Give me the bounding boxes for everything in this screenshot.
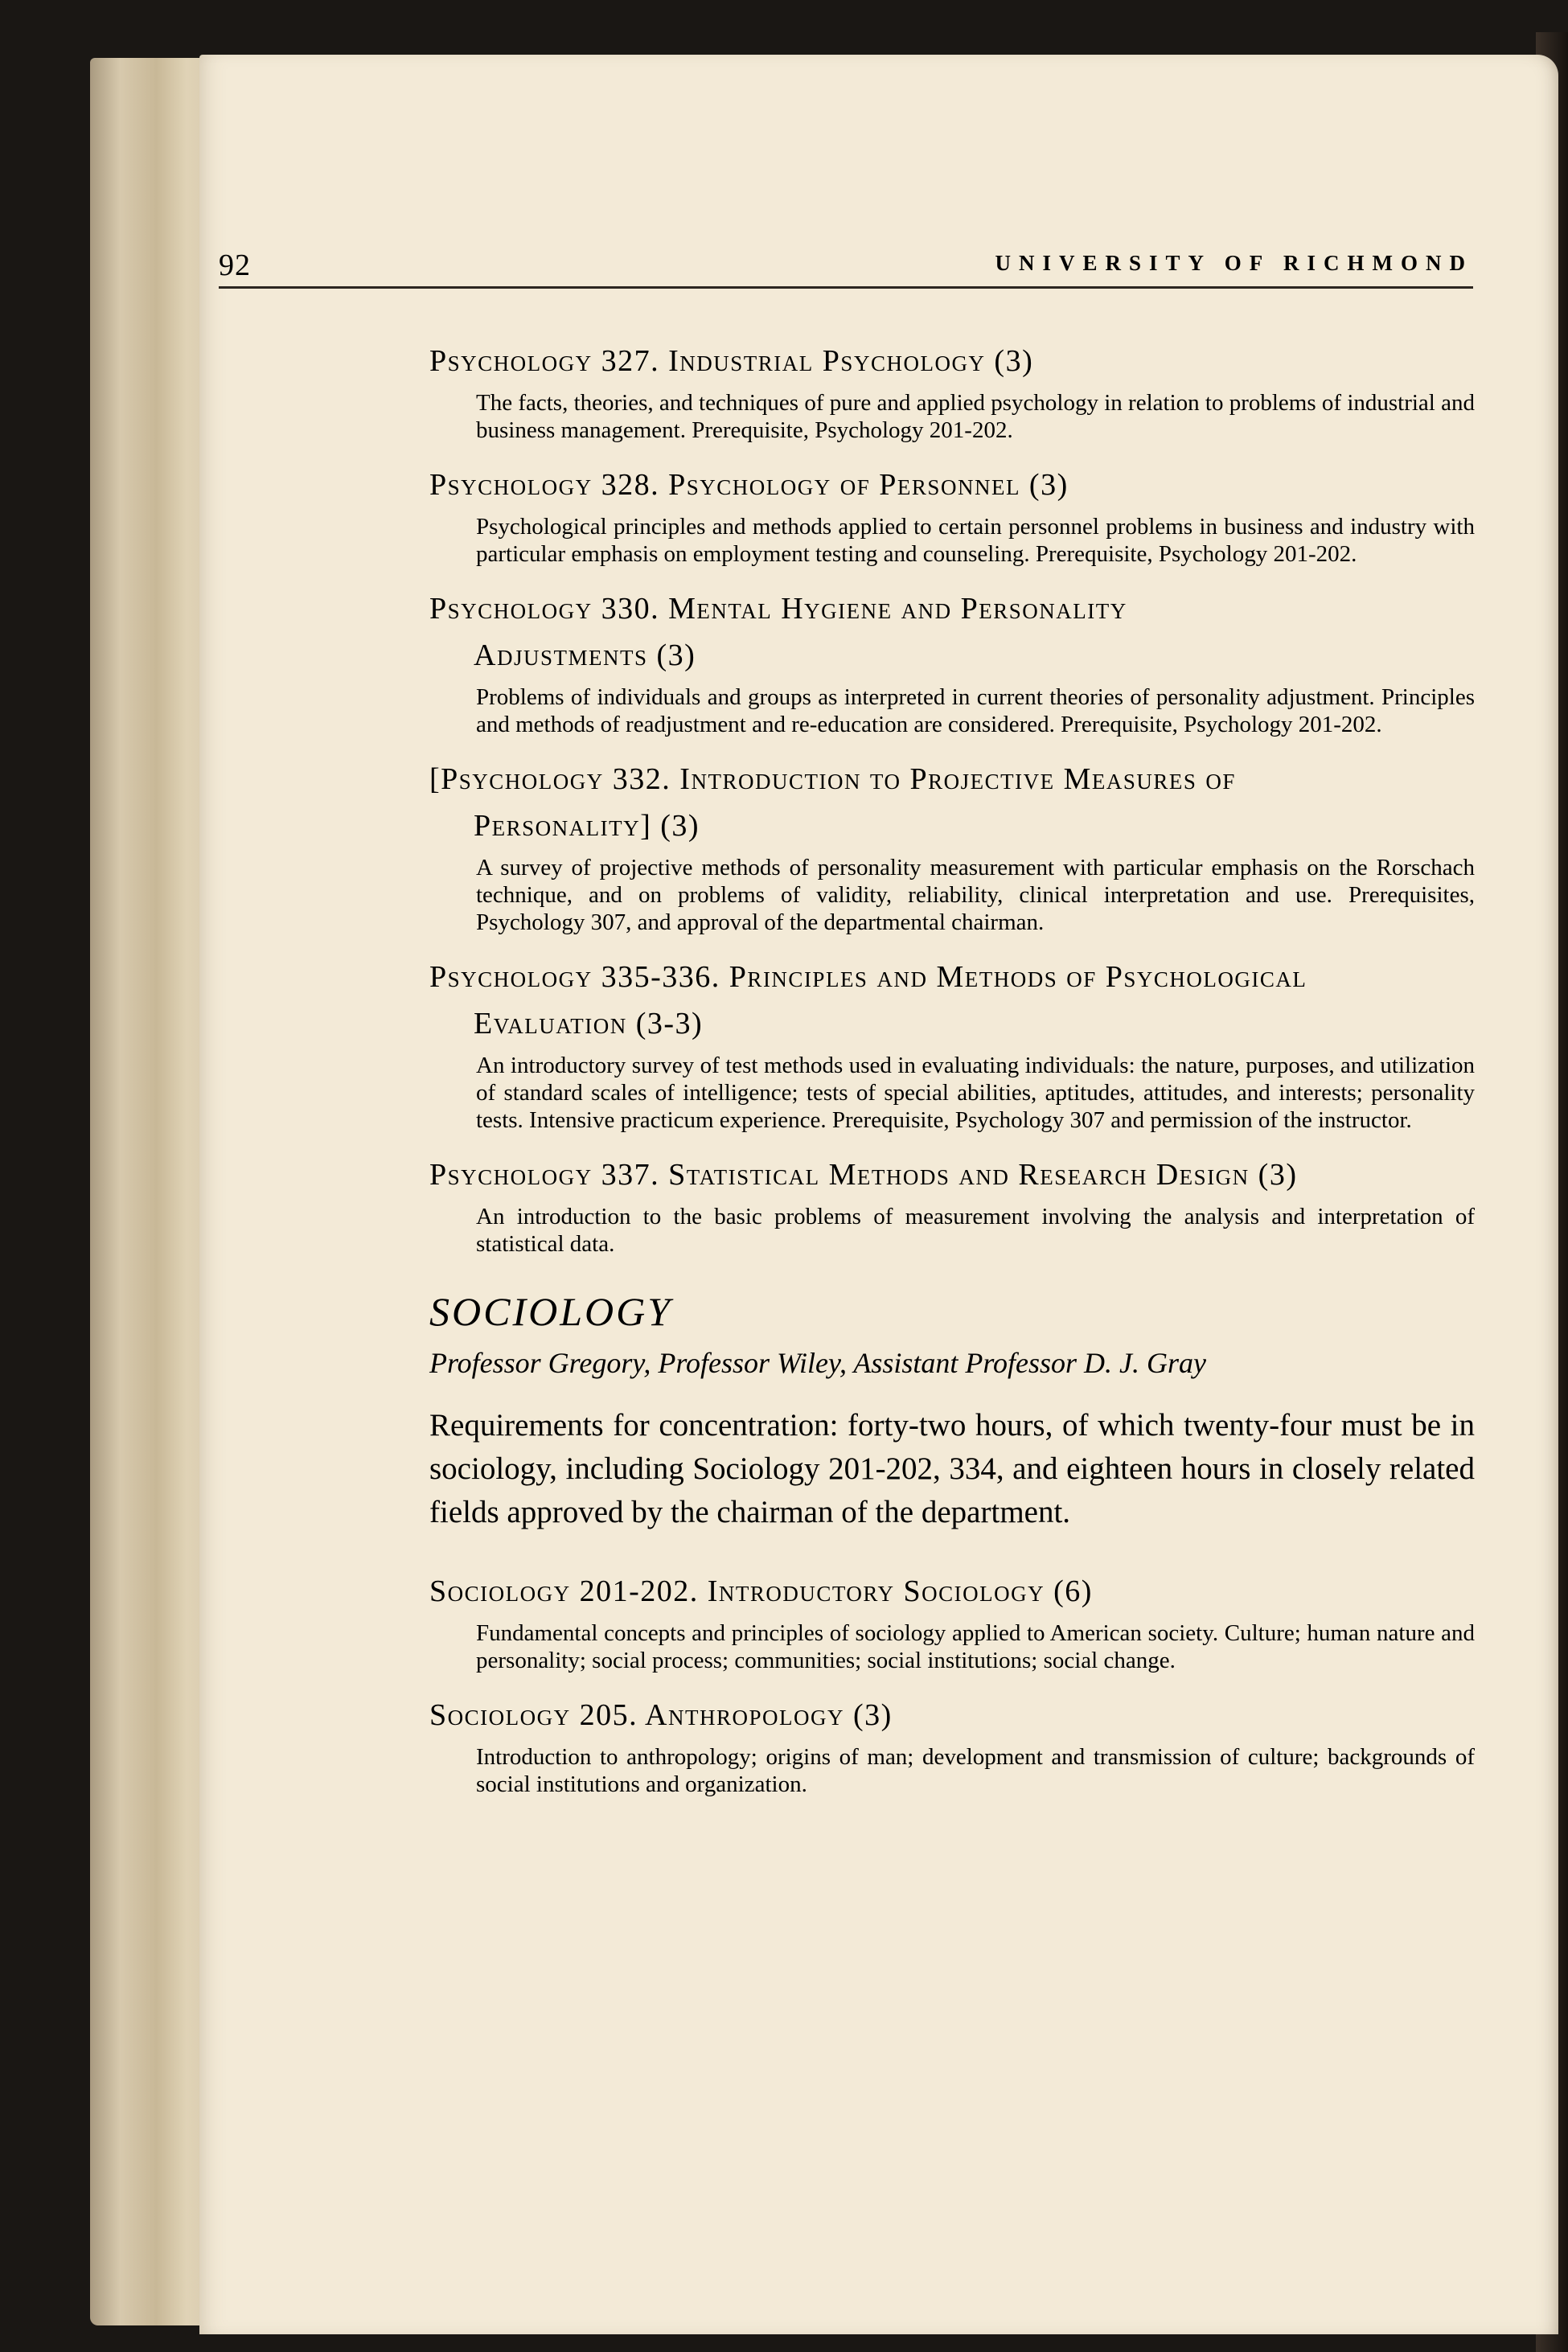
course-entry [429, 1151, 1475, 1258]
page-edges [90, 58, 211, 2325]
course-description: Introduction to anthropology; origins of man; development and transmission of culture; backgrounds of social institutions and organization. [476, 1744, 1475, 1797]
course-heading-continued: Personality] (3) [474, 809, 700, 843]
course-description: Problems of individuals and groups as interpreted in current theories of personality adjustment. Principles and methods of readjustment and re-education are considered. Prerequisite, Psychology 201-202. [476, 684, 1475, 737]
course-heading: Psychology 335-336. Principles and Methods of Psychological [429, 960, 1307, 994]
course-description: Psychological principles and methods applied to certain personnel problems in business and industry with particular emphasis on employment testing and counseling. Prerequisite, Psychology 201-202. [476, 514, 1475, 567]
course-heading: Sociology 205. Anthropology (3) [429, 1698, 893, 1732]
course-heading: Psychology 337. Statistical Methods and Research Design (3) [429, 1158, 1298, 1192]
course-entry [429, 338, 1475, 444]
course-heading: Psychology 330. Mental Hygiene and Personality [429, 592, 1127, 626]
page-number: 92 [219, 248, 251, 282]
course-description: A survey of projective methods of personality measurement with particular emphasis on the Rorschach technique, and on problems of validity, reliability, clinical interpretation and use. Prerequisites, Psychology 307, and approval of the departmental chairman. [476, 855, 1475, 935]
course-heading-continued: Adjustments (3) [474, 638, 696, 672]
page-content [429, 338, 1475, 1816]
course-description: Fundamental concepts and principles of sociology applied to American society. Culture; human nature and personality; social process; communities; social institutions; social change. [476, 1620, 1475, 1673]
course-entry [429, 585, 1475, 738]
course-heading: [Psychology 332. Introduction to Projective Measures of [429, 762, 1236, 796]
running-head [219, 248, 1473, 289]
concentration-requirements: Requirements for concentration: forty-two hours, of which twenty-four must be in sociology, including Sociology 201-202, 334, and eighteen hours in closely related fields approved by the chairman of the department. [429, 1408, 1475, 1529]
course-heading-continued: Evaluation (3-3) [474, 1007, 704, 1041]
course-description: An introductory survey of test methods used in evaluating individuals: the nature, purposes, and utilization of standard scales of intelligence; tests of special abilities, aptitudes, attitudes, and interests; personality tests. Intensive practicum experience. Prerequisite, Psychology 307 and permission of the instructor. [476, 1053, 1475, 1133]
course-heading: Psychology 328. Psychology of Personnel (3) [429, 468, 1069, 502]
course-description: An introduction to the basic problems of measurement involving the analysis and interpretation of statistical data. [476, 1204, 1475, 1257]
course-entry [429, 1568, 1475, 1674]
course-heading: Sociology 201-202. Introductory Sociology (6) [429, 1574, 1093, 1608]
faculty-list: Professor Gregory, Professor Wiley, Assistant Professor D. J. Gray [429, 1347, 1206, 1379]
course-entry [429, 756, 1475, 936]
section-title-sociology: SOCIOLOGY [429, 1289, 673, 1334]
course-heading: Psychology 327. Industrial Psychology (3) [429, 344, 1034, 378]
course-entry [429, 462, 1475, 568]
course-entry [429, 954, 1475, 1134]
course-description: The facts, theories, and techniques of pure and applied psychology in relation to problems of industrial and business management. Prerequisite, Psychology 201-202. [476, 390, 1475, 443]
running-title: UNIVERSITY OF RICHMOND [995, 251, 1473, 275]
course-entry [429, 1692, 1475, 1798]
